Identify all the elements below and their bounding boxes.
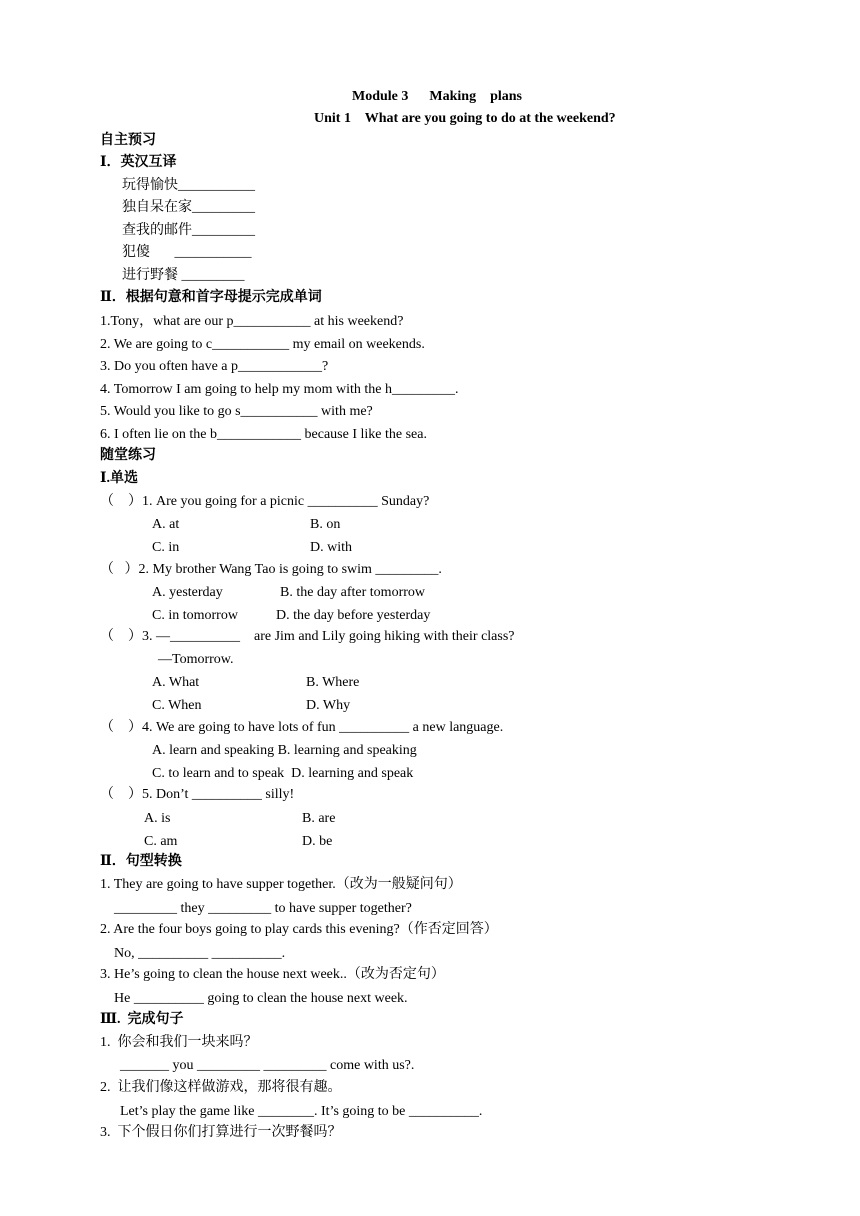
option: A. learn and speaking B. learning and speaking <box>152 743 417 758</box>
translation-item: 犯傻 ___________ <box>122 245 252 260</box>
word-completion-item: 3. Do you often have a p____________? <box>100 359 329 374</box>
option: D. with <box>310 540 352 555</box>
complete-question: 3. 下个假日你们打算进行一次野餐吗？ <box>100 1125 342 1140</box>
transform-question: 1. They are going to have supper together.（改为一般疑问句） <box>100 877 462 892</box>
unit-title: Unit 1 What are you going to do at the weekend? <box>314 111 616 126</box>
complete-sentences-heading: Ⅲ. 完成句子 <box>100 1012 184 1027</box>
module-title: Module 3 Making plans <box>352 89 522 104</box>
option: C. When <box>152 698 202 713</box>
translation-item: 独自呆在家_________ <box>122 200 255 215</box>
option: A. is <box>144 811 171 826</box>
option: A. yesterday <box>152 585 223 600</box>
option: B. Where <box>306 675 360 690</box>
multiple-choice-heading: Ⅰ.单选 <box>100 471 139 486</box>
word-completion-item: 1.Tony，what are our p___________ at his weekend? <box>100 314 404 329</box>
option: B. on <box>310 517 341 532</box>
practice-heading: 随堂练习 <box>100 448 156 463</box>
word-completion-item: 2. We are going to c___________ my email on weekends. <box>100 337 425 352</box>
question-stem: （ ）3. —__________ are Jim and Lily going hiking with their class? <box>100 629 515 644</box>
option: C. in <box>152 540 180 555</box>
translation-item: 玩得愉快___________ <box>122 178 255 193</box>
option: D. Why <box>306 698 351 713</box>
word-completion-item: 6. I often lie on the b____________ because I like the sea. <box>100 427 427 442</box>
word-completion-item: 5. Would you like to go s___________ with me? <box>100 404 373 419</box>
option: B. are <box>302 811 336 826</box>
complete-answer: _______ you _________ _________ come with us?. <box>120 1058 415 1073</box>
transform-question: 2. Are the four boys going to play cards this evening?（作否定回答） <box>100 922 498 937</box>
option: C. to learn and to speak D. learning and speak <box>152 766 414 781</box>
complete-question: 1. 你会和我们一块来吗？ <box>100 1035 258 1050</box>
option: B. the day after tomorrow <box>280 585 426 600</box>
transform-answer: No, __________ __________. <box>114 946 286 961</box>
translation-item: 查我的邮件_________ <box>122 223 255 238</box>
question-answer-line: —Tomorrow. <box>158 652 234 667</box>
transform-answer: _________ they _________ to have supper together? <box>114 901 412 916</box>
option: A. What <box>152 675 200 690</box>
question-stem: （ ）2. My brother Wang Tao is going to swim _________. <box>100 562 442 577</box>
option: D. the day before yesterday <box>276 608 431 623</box>
question-stem: （ ）4. We are going to have lots of fun __________ a new language. <box>100 720 504 735</box>
option: C. in tomorrow <box>152 608 238 623</box>
transform-heading: Ⅱ．句型转换 <box>100 854 182 869</box>
complete-question: 2. 让我们像这样做游戏，那将很有趣。 <box>100 1080 342 1095</box>
option: D. be <box>302 834 333 849</box>
word-completion-item: 4. Tomorrow I am going to help my mom with the h_________. <box>100 382 459 397</box>
option: C. am <box>144 834 178 849</box>
question-stem: （ ）5. Don’t __________ silly! <box>100 787 295 802</box>
complete-answer: Let’s play the game like ________. It’s going to be __________. <box>120 1104 483 1119</box>
translation-item: 进行野餐 _________ <box>122 268 245 283</box>
option: A. at <box>152 517 180 532</box>
preview-heading: 自主预习 <box>100 133 156 148</box>
transform-answer: He __________ going to clean the house next week. <box>114 991 408 1006</box>
transform-question: 3. He’s going to clean the house next week..（改为否定句） <box>100 967 445 982</box>
translation-heading: Ⅰ．英汉互译 <box>100 155 177 170</box>
word-completion-heading: Ⅱ．根据句意和首字母提示完成单词 <box>100 290 322 305</box>
question-stem: （ ）1. Are you going for a picnic __________ Sunday? <box>100 494 430 509</box>
